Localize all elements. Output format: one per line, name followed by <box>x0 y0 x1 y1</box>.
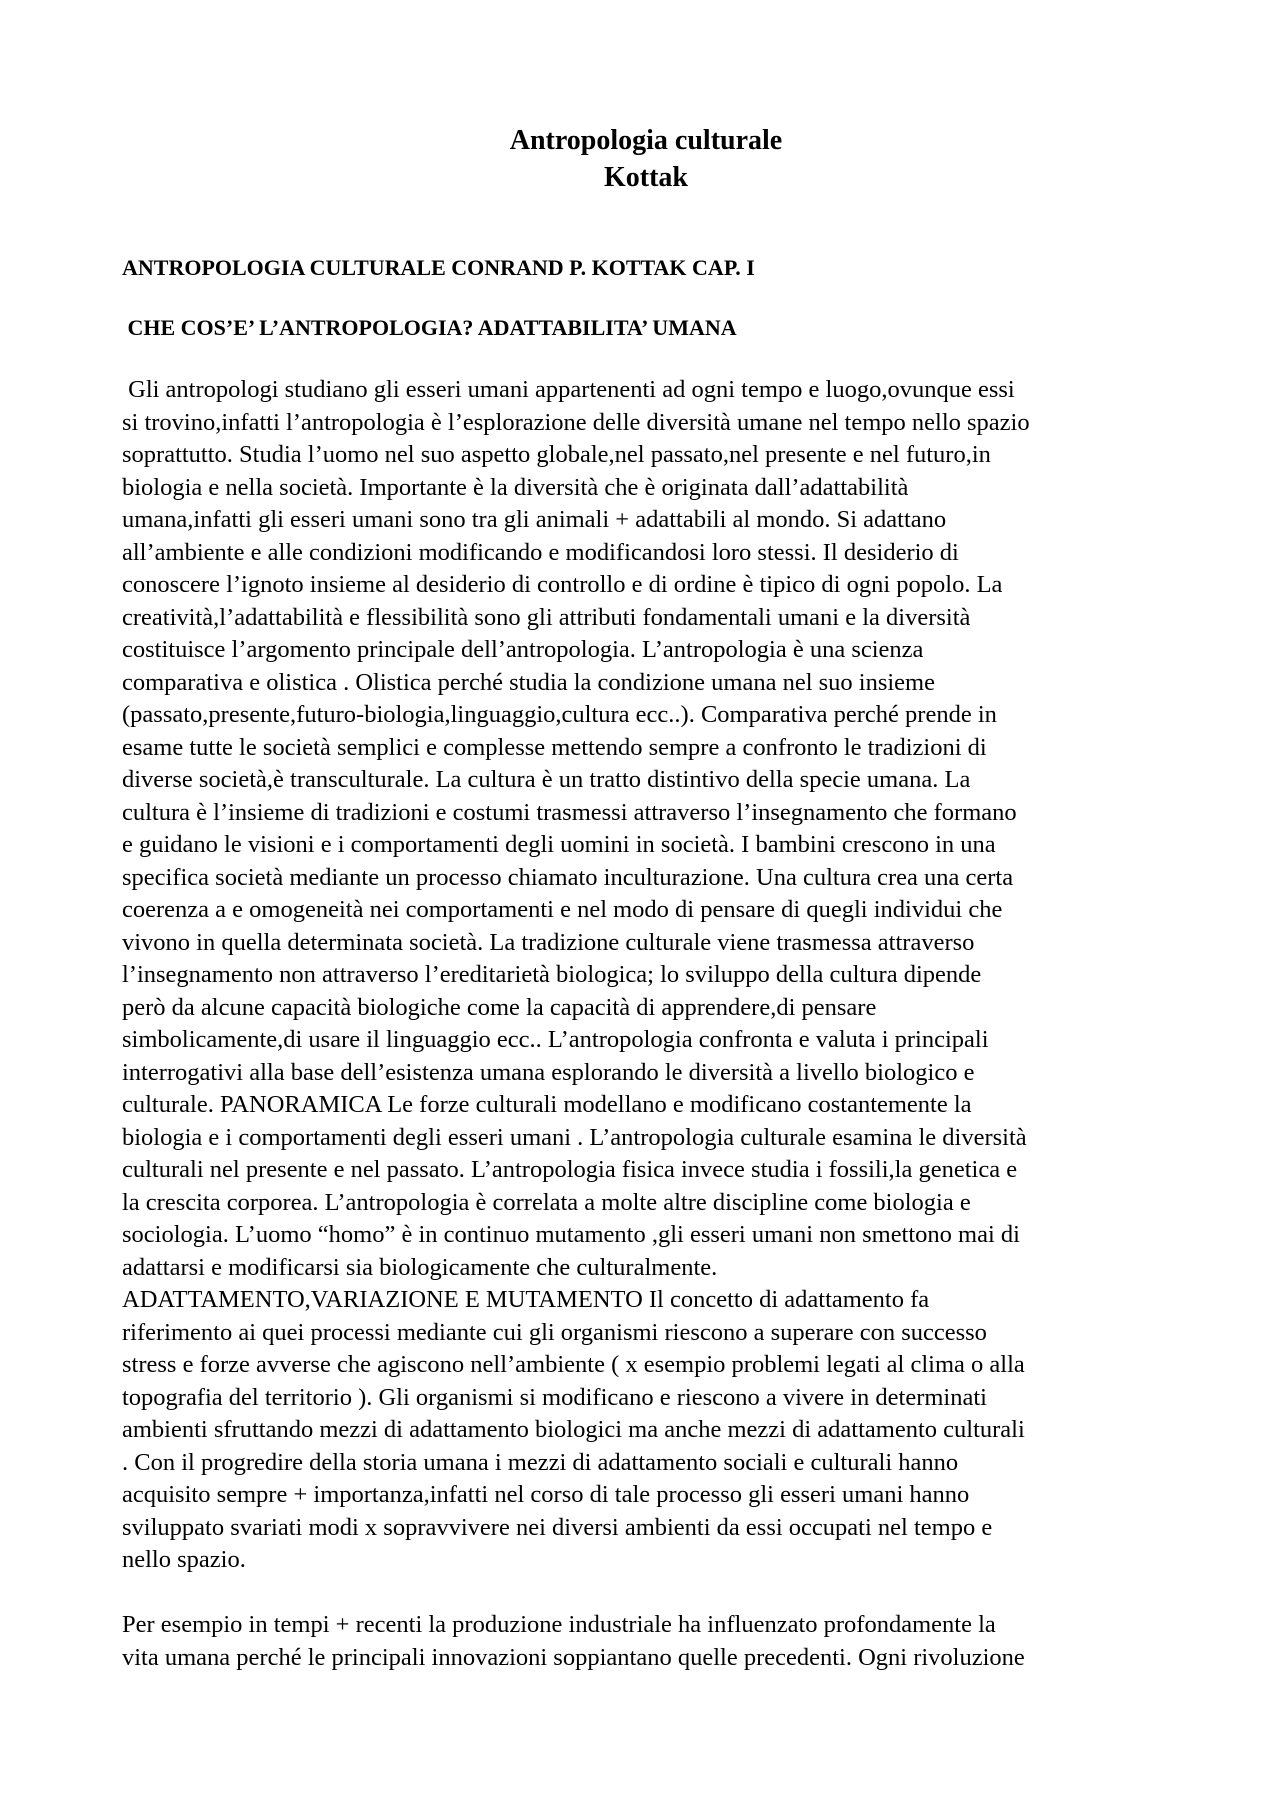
paragraph-spacer <box>122 1577 1170 1610</box>
text-line: sviluppato svariati modi x sopravvivere nei diversi ambienti da essi occupati nel tempo e <box>122 1513 993 1541</box>
text-line: Per esempio in tempi + recenti la produzione industriale ha influenzato profondamente la <box>122 1611 996 1638</box>
text-line: interrogativi alla base dell’esistenza umana esplorando le diversità a livello biologico e <box>122 1058 975 1086</box>
title-block <box>122 122 1170 196</box>
text-line: biologia e i comportamenti degli esseri umani . L’antropologia culturale esamina le diversità <box>122 1123 1027 1151</box>
text-line: nello spazio. <box>122 1546 246 1573</box>
text-line: ambienti sfruttando mezzi di adattamento biologici ma anche mezzi di adattamento culturali <box>122 1416 1025 1443</box>
text-line: Gli antropologi studiano gli esseri umani appartenenti ad ogni tempo e luogo,ovunque essi <box>122 376 1015 403</box>
text-line: costituisce l’argomento principale dell’antropologia. L’antropologia è una scienza <box>122 636 924 663</box>
document-author: Kottak <box>604 162 688 193</box>
document-page <box>122 122 1170 1674</box>
text-line: si trovino,infatti l’antropologia è l’esplorazione delle diversità umane nel tempo nello spazio <box>122 408 1030 436</box>
text-line: culturali nel presente e nel passato. L’antropologia fisica invece studia i fossili,la genetica e <box>122 1156 1018 1183</box>
text-line: e guidano le visioni e i comportamenti degli uomini in società. I bambini crescono in una <box>122 831 996 858</box>
text-line: vita umana perché le principali innovazioni soppiantano quelle precedenti. Ogni rivoluzione <box>122 1643 1025 1671</box>
text-line: creatività,l’adattabilità e flessibilità sono gli attributi fondamentali umani e la diversità <box>122 603 971 631</box>
text-line: la crescita corporea. L’antropologia è correlata a molte altre discipline come biologia e <box>122 1188 971 1216</box>
text-line: comparativa e olistica . Olistica perché studia la condizione umana nel suo insieme <box>122 668 935 696</box>
text-line: riferimento ai quei processi mediante cui gli organismi riescono a superare con successo <box>122 1318 987 1346</box>
text-line: coerenza a e omogeneità nei comportamenti e nel modo di pensare di quegli individui che <box>122 896 1003 923</box>
text-line: specifica società mediante un processo chiamato inculturazione. Una cultura crea una certa <box>122 863 1014 891</box>
chapter-heading: ANTROPOLOGIA CULTURALE CONRAND P. KOTTAK CAP. I <box>122 255 755 280</box>
text-line: l’insegnamento non attraverso l’ereditarietà biologica; lo sviluppo della cultura dipende <box>122 961 982 988</box>
text-line: culturale. PANORAMICA Le forze culturali modellano e modificano costantemente la <box>122 1091 972 1118</box>
text-line: diverse società,è transculturale. La cultura è un tratto distintivo della specie umana. La <box>122 766 971 793</box>
text-line: umana,infatti gli esseri umani sono tra gli animali + adattabili al mondo. Si adattano <box>122 506 947 533</box>
text-line: soprattutto. Studia l’uomo nel suo aspetto globale,nel passato,nel presente e nel futuro,in <box>122 441 991 468</box>
paragraph-2 <box>122 1609 1170 1674</box>
section-heading: CHE COS’E’ L’ANTROPOLOGIA? ADATTABILITA’ UMANA <box>122 315 737 340</box>
text-line: cultura è l’insieme di tradizioni e costumi trasmessi attraverso l’insegnamento che formano <box>122 798 1017 826</box>
text-line: simbolicamente,di usare il linguaggio ecc.. L’antropologia confronta e valuta i principali <box>122 1026 989 1053</box>
text-line: esame tutte le società semplici e complesse mettendo sempre a confronto le tradizioni di <box>122 733 987 761</box>
text-line: adattarsi e modificarsi sia biologicamente che culturalmente. <box>122 1253 718 1281</box>
paragraph-1 <box>122 374 1170 1577</box>
document-title: Antropologia culturale <box>509 125 783 156</box>
text-line: conoscere l’ignoto insieme al desiderio di controllo e di ordine è tipico di ogni popolo. La <box>122 571 1003 598</box>
text-line: però da alcune capacità biologiche come la capacità di apprendere,di pensare <box>122 993 877 1021</box>
text-line: . Con il progredire della storia umana i mezzi di adattamento sociali e culturali hanno <box>122 1448 959 1476</box>
text-line: all’ambiente e alle condizioni modificando e modificandosi loro stessi. Il desiderio di <box>122 538 959 566</box>
text-line: sociologia. L’uomo “homo” è in continuo mutamento ,gli esseri umani non smettono mai di <box>122 1221 1020 1248</box>
text-line: vivono in quella determinata società. La tradizione culturale viene trasmessa attraverso <box>122 928 975 956</box>
text-line: (passato,presente,futuro-biologia,linguaggio,cultura ecc..). Comparativa perché prende in <box>122 701 997 728</box>
text-line: ADATTAMENTO,VARIAZIONE E MUTAMENTO Il concetto di adattamento fa <box>122 1286 930 1313</box>
text-line: biologia e nella società. Importante è la diversità che è originata dall’adattabilità <box>122 473 909 501</box>
text-line: stress e forze avverse che agiscono nell’ambiente ( x esempio problemi legati al clima o alla <box>122 1351 1025 1378</box>
text-line: topografia del territorio ). Gli organismi si modificano e riescono a vivere in determinati <box>122 1383 987 1411</box>
text-line: acquisito sempre + importanza,infatti nel corso di tale processo gli esseri umani hanno <box>122 1481 970 1508</box>
